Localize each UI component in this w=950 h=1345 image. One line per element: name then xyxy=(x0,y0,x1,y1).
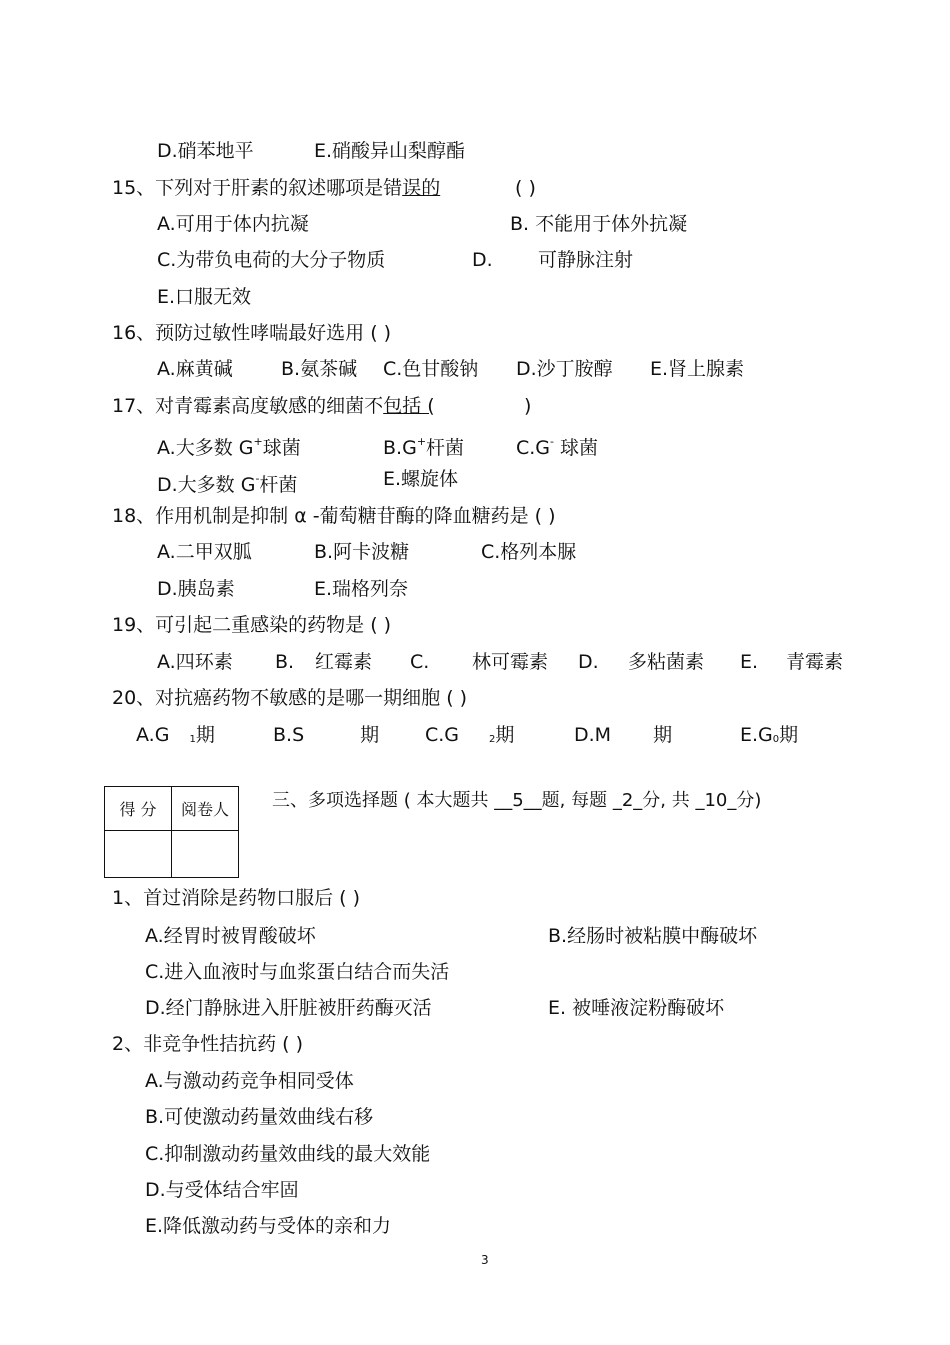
q15-option-d-letter: D. xyxy=(472,249,493,271)
m2-option-b: B.可使激动药量效曲线右移 xyxy=(145,1106,374,1128)
grader-cell xyxy=(172,831,239,878)
q17-option-e: E.螺旋体 xyxy=(383,468,459,490)
m2-option-c: C.抑制激动药量效曲线的最大效能 xyxy=(145,1143,431,1165)
q20-option-c: C.G 2期 xyxy=(425,724,515,746)
q16-option-e: E.肾上腺素 xyxy=(650,358,745,380)
q14-option-e: E.硝酸异山梨醇酯 xyxy=(314,140,466,162)
score-table xyxy=(104,786,239,878)
m1-option-c: C.进入血液时与血浆蛋白结合而失活 xyxy=(145,961,450,983)
q18-option-b: B.阿卡波糖 xyxy=(314,541,410,563)
q20-option-d: D.M 期 xyxy=(574,724,673,746)
m2-option-d: D.与受体结合牢固 xyxy=(145,1179,299,1201)
score-header: 得 分 xyxy=(105,787,172,831)
grader-header: 阅卷人 xyxy=(172,787,239,831)
q20-stem: 20、对抗癌药物不敏感的是哪一期细胞 ( ) xyxy=(112,687,468,709)
q19-option-e: 青霉素 xyxy=(786,651,844,673)
q18-option-d: D.胰岛素 xyxy=(157,578,235,600)
q18-stem: 18、作用机制是抑制 α -葡萄糖苷酶的降血糖药是 ( ) xyxy=(112,505,556,527)
m2-option-a: A.与激动药竞争相同受体 xyxy=(145,1070,354,1092)
q17-option-d: D.大多数 G-杆菌 xyxy=(157,472,298,496)
q19-option-e-letter: E. xyxy=(740,651,759,673)
q20-option-a: A.G 1期 xyxy=(136,724,215,746)
q15-option-b: B. 不能用于体外抗凝 xyxy=(510,213,688,235)
q17-option-b: B.G+杆菌 xyxy=(383,435,465,459)
q15-stem: 15、下列对于肝素的叙述哪项是错误的 xyxy=(112,177,441,199)
m2-option-e: E.降低激动药与受体的亲和力 xyxy=(145,1215,392,1237)
q18-option-e: E.瑞格列奈 xyxy=(314,578,409,600)
m1-option-a: A.经胃时被胃酸破坏 xyxy=(145,925,316,947)
m2-stem: 2、非竞争性拮抗药 ( ) xyxy=(112,1033,303,1055)
q15-option-a: A.可用于体内抗凝 xyxy=(157,213,309,235)
m1-stem: 1、首过消除是药物口服后 ( ) xyxy=(112,887,360,909)
q19-option-b-letter: B. xyxy=(275,651,295,673)
page-number: 3 xyxy=(481,1253,489,1267)
section-3-heading: 三、多项选择题 ( 本大题共 __5__题, 每题 _2_分, 共 _10_分) xyxy=(272,790,762,811)
q17-paren-close: ) xyxy=(524,395,532,417)
q16-stem: 16、预防过敏性哮喘最好选用 ( ) xyxy=(112,322,392,344)
q16-option-a: A.麻黄碱 xyxy=(157,358,233,380)
q16-option-b: B.氨茶碱 xyxy=(281,358,358,380)
q19-option-b: 红霉素 xyxy=(315,651,373,673)
q19-option-d: 多粘菌素 xyxy=(628,651,705,673)
q18-option-a: A.二甲双胍 xyxy=(157,541,252,563)
score-cell xyxy=(105,831,172,878)
q20-option-b: B.S 期 xyxy=(273,724,380,746)
m1-option-e: E. 被唾液淀粉酶破坏 xyxy=(548,997,725,1019)
q16-option-c: C.色甘酸钠 xyxy=(383,358,479,380)
q15-option-e: E.口服无效 xyxy=(157,286,252,308)
q14-option-d: D.硝苯地平 xyxy=(157,140,254,162)
m1-option-d: D.经门静脉进入肝脏被肝药酶灭活 xyxy=(145,997,432,1019)
m1-option-b: B.经肠时被粘膜中酶破坏 xyxy=(548,925,758,947)
q19-option-a: A.四环素 xyxy=(157,651,233,673)
q19-stem: 19、可引起二重感染的药物是 ( ) xyxy=(112,614,392,636)
q17-option-c: C.G- 球菌 xyxy=(516,435,599,459)
q17-stem: 17、对青霉素高度敏感的细菌不包括 ( xyxy=(112,395,435,417)
q17-option-a: A.大多数 G+球菌 xyxy=(157,435,301,459)
q19-option-d-letter: D. xyxy=(578,651,599,673)
q19-option-c-letter: C. xyxy=(410,651,430,673)
q15-option-d: 可静脉注射 xyxy=(538,249,634,271)
q16-option-d: D.沙丁胺醇 xyxy=(516,358,613,380)
q19-option-c: 林可霉素 xyxy=(472,651,549,673)
q18-option-c: C.格列本脲 xyxy=(481,541,577,563)
q20-option-e: E.G0期 xyxy=(740,724,799,746)
q15-answer-paren: ( ) xyxy=(515,177,536,199)
q15-option-c: C.为带负电荷的大分子物质 xyxy=(157,249,386,271)
